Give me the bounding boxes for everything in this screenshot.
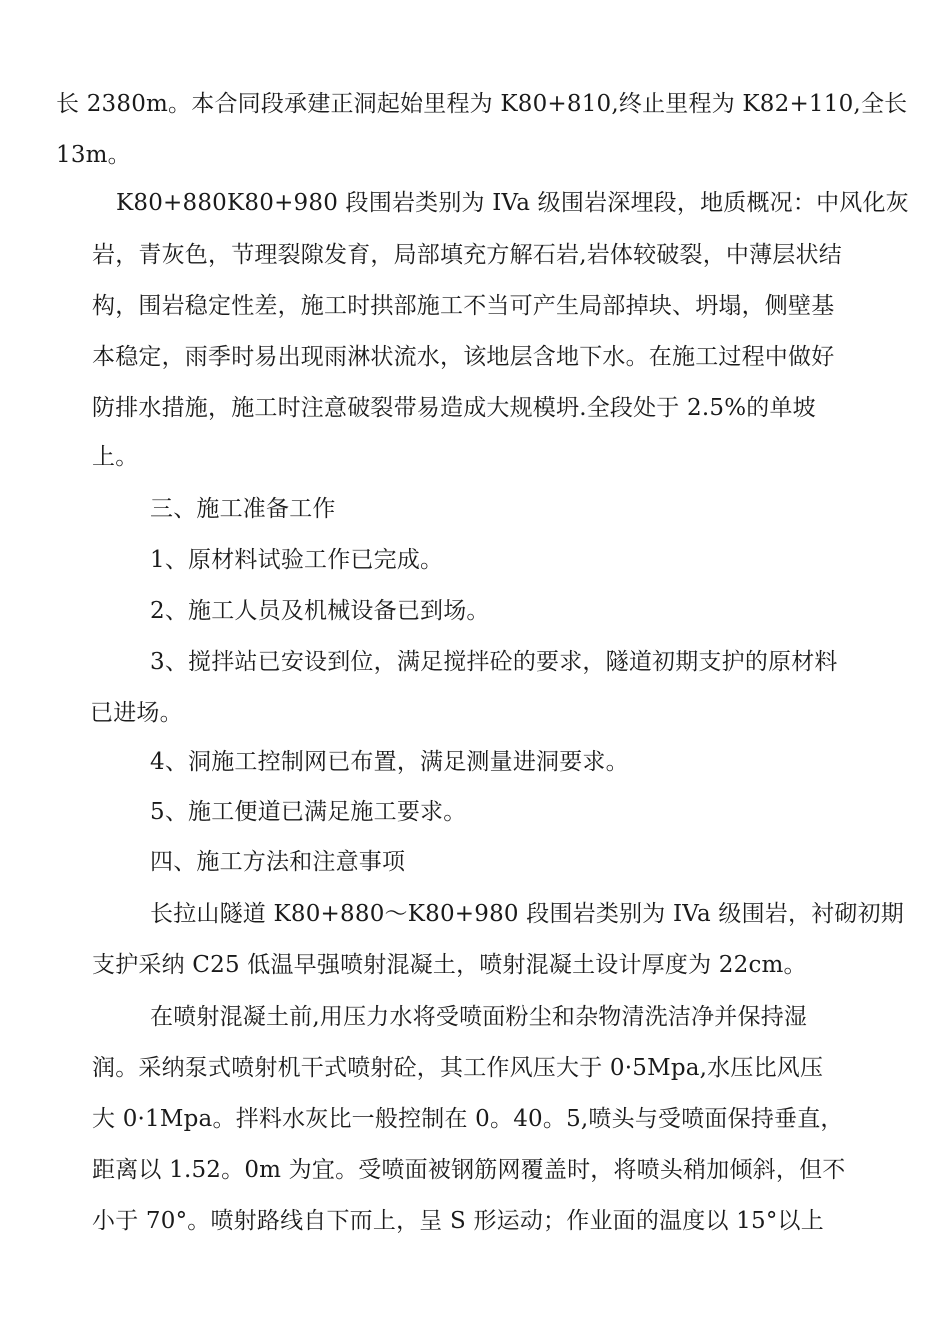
text-line: 构，围岩稳定性差，施工时拱部施工不当可产生局部掉块、坍塌，侧壁基 [92,293,835,319]
section-heading: 四、施工方法和注意事项 [150,849,406,875]
text-line: 13m。 [56,142,131,168]
list-item: 5、施工便道已满足施工要求。 [150,799,467,825]
text-line: 上。 [92,444,139,470]
list-item: 1、原材料试验工作已完成。 [150,547,444,573]
text-line: 大 0·1Mpa。拌料水灰比一般控制在 0。40。5,喷头与受喷面保持垂直， [92,1106,844,1132]
text-line: 长拉山隧道 K80+880〜K80+980 段围岩类别为 IVa 级围岩，衬砌初期 [150,901,904,927]
text-line: 距离以 1.52。0m 为宜。受喷面被钢筋网覆盖时，将喷头稍加倾斜，但不 [92,1157,846,1183]
text-line: 在喷射混凝土前,用压力水将受喷面粉尘和杂物清洗洁净并保持湿 [150,1004,808,1030]
list-item: 4、洞施工控制网已布置，满足测量进洞要求。 [150,749,629,775]
text-line: K80+880K80+980 段围岩类别为 IVa 级围岩深埋段，地质概况：中风化灰 [116,190,909,216]
text-line: 防排水措施，施工时注意破裂带易造成大规模坍.全段处于 2.5%的单坡 [92,395,816,421]
text-line: 长 2380m。本合同段承建正洞起始里程为 K80+810,终止里程为 K82+110,全长 [56,91,908,117]
text-line: 润。采纳泵式喷射机干式喷射砼，其工作风压大于 0·5Mpa,水压比风压 [92,1055,824,1081]
list-item: 3、搅拌站已安设到位，满足搅拌砼的要求，隧道初期支护的原材料 [150,649,838,675]
text-line: 小于 70°。喷射路线自下而上，呈 S 形运动；作业面的温度以 15°以上 [92,1208,824,1234]
text-line: 本稳定，雨季时易出现雨淋状流水，该地层含地下水。在施工过程中做好 [92,344,835,370]
list-item: 已进场。 [90,700,183,726]
text-line: 支护采纳 C25 低温早强喷射混凝土，喷射混凝土设计厚度为 22cm。 [92,952,807,978]
list-item: 2、施工人员及机械设备已到场。 [150,598,490,624]
section-heading: 三、施工准备工作 [150,496,336,522]
text-line: 岩，青灰色，节理裂隙发育，局部填充方解石岩,岩体较破裂，中薄层状结 [92,242,842,268]
